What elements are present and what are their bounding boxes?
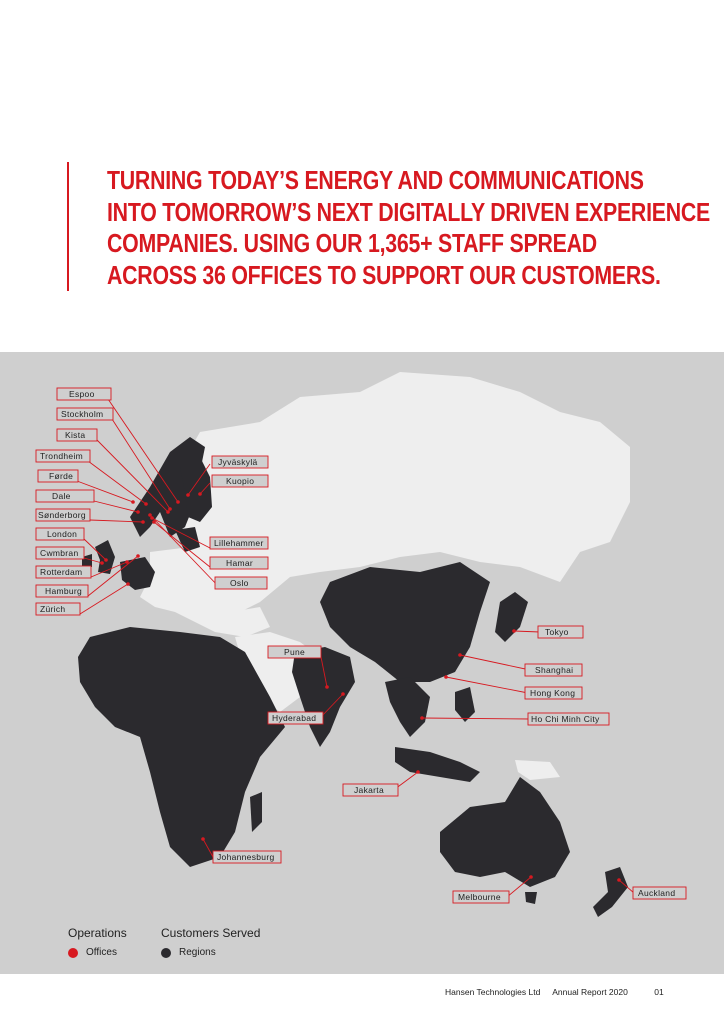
label-zurich: Zürich xyxy=(40,604,66,614)
label-trondheim: Trondheim xyxy=(40,451,84,461)
office-dot-london xyxy=(104,558,108,562)
new-guinea-region xyxy=(515,760,560,780)
legend-regions xyxy=(161,947,216,958)
accent-rule xyxy=(67,162,69,291)
label-rotterdam: Rotterdam xyxy=(40,567,83,577)
office-dot-jyvaskyla xyxy=(186,493,190,497)
label-hamburg: Hamburg xyxy=(45,586,83,596)
label-jyvaskyla: Jyväskylä xyxy=(218,457,258,467)
office-dot-pune xyxy=(325,685,329,689)
headline xyxy=(107,165,711,291)
office-dot-kista xyxy=(166,510,170,514)
office-dot-oslo xyxy=(148,513,152,517)
label-kuopio: Kuopio xyxy=(226,476,255,486)
new-zealand-region xyxy=(593,867,628,917)
label-hyderabad: Hyderabad xyxy=(272,713,317,723)
office-dot-lillehammer xyxy=(150,516,154,520)
headline-line-2: INTO TOMORROW’S NEXT DIGITALLY DRIVEN EXPERIENCE xyxy=(107,196,711,227)
office-dot-sonderborg xyxy=(141,520,145,524)
office-dot-hyderabad xyxy=(341,692,345,696)
label-tokyo: Tokyo xyxy=(545,627,569,637)
office-dot-trondheim xyxy=(144,502,148,506)
office-dot-shanghai xyxy=(458,653,462,657)
office-dot-cwmbran xyxy=(100,561,104,565)
office-dot-jakarta xyxy=(416,770,420,774)
office-dot-kuopio xyxy=(198,492,202,496)
label-stockholm: Stockholm xyxy=(61,409,104,419)
label-melbourne: Melbourne xyxy=(458,892,501,902)
office-dot-melbourne xyxy=(529,875,533,879)
world-map-svg xyxy=(0,352,724,974)
australia-region xyxy=(440,777,570,887)
office-dot-dale xyxy=(136,510,140,514)
madagascar-region xyxy=(250,792,262,832)
label-london: London xyxy=(47,529,78,539)
world-map xyxy=(0,352,724,974)
uk-region xyxy=(95,540,115,574)
label-ho-chi-minh-city: Ho Chi Minh City xyxy=(531,714,600,724)
label-johannesburg: Johannesburg xyxy=(217,852,275,862)
office-dot-hong-kong xyxy=(444,675,448,679)
office-dot-forde xyxy=(131,500,135,504)
label-hamar: Hamar xyxy=(226,558,254,568)
page-footer xyxy=(445,987,674,997)
label-dale: Dale xyxy=(52,491,71,501)
office-dot-stockholm xyxy=(168,507,172,511)
southeast-asia-region xyxy=(385,677,430,737)
headline-line-4: ACROSS 36 OFFICES TO SUPPORT OUR CUSTOMERS. xyxy=(107,259,661,290)
footer-report: Annual Report 2020 xyxy=(552,987,628,997)
office-dot-hamar xyxy=(152,520,156,524)
headline-line-1: TURNING TODAY’S ENERGY AND COMMUNICATIONS xyxy=(107,165,644,195)
legend-operations-title: Operations xyxy=(68,926,127,940)
label-lillehammer: Lillehammer xyxy=(214,538,264,548)
japan-region xyxy=(495,592,528,642)
footer-company: Hansen Technologies Ltd xyxy=(445,987,541,997)
office-dot-hamburg xyxy=(136,554,140,558)
legend-customers-title: Customers Served xyxy=(161,926,261,940)
office-dot-rotterdam xyxy=(125,560,129,564)
office-dot-espoo xyxy=(176,500,180,504)
headline-line-3: COMPANIES. USING OUR 1,365+ STAFF SPREAD xyxy=(107,228,597,258)
legend-offices xyxy=(68,947,117,958)
label-cwmbran: Cwmbran xyxy=(40,548,79,558)
indonesia-region xyxy=(395,747,480,782)
label-hong-kong: Hong Kong xyxy=(530,688,576,698)
label-kista: Kista xyxy=(65,430,86,440)
office-dot-tokyo xyxy=(512,629,516,633)
legend-regions-label: Regions xyxy=(179,947,216,958)
office-dot-auckland xyxy=(617,878,621,882)
philippines-region xyxy=(455,687,475,722)
label-forde: Førde xyxy=(49,471,74,481)
label-jakarta: Jakarta xyxy=(354,785,384,795)
office-dot-zurich xyxy=(126,582,130,586)
india-region xyxy=(292,647,355,747)
label-auckland: Auckland xyxy=(638,888,676,898)
offices-dot-icon xyxy=(68,948,78,958)
regions-dot-icon xyxy=(161,948,171,958)
label-pune: Pune xyxy=(284,647,306,657)
label-sonderborg: Sønderborg xyxy=(38,510,86,520)
label-oslo: Oslo xyxy=(230,578,249,588)
tasmania-region xyxy=(525,892,537,904)
label-espoo: Espoo xyxy=(69,389,95,399)
footer-page-number: 01 xyxy=(654,987,664,997)
label-shanghai: Shanghai xyxy=(535,665,574,675)
office-dot-ho-chi-minh xyxy=(420,716,424,720)
legend-offices-label: Offices xyxy=(86,947,117,958)
office-dot-johannesburg xyxy=(201,837,205,841)
